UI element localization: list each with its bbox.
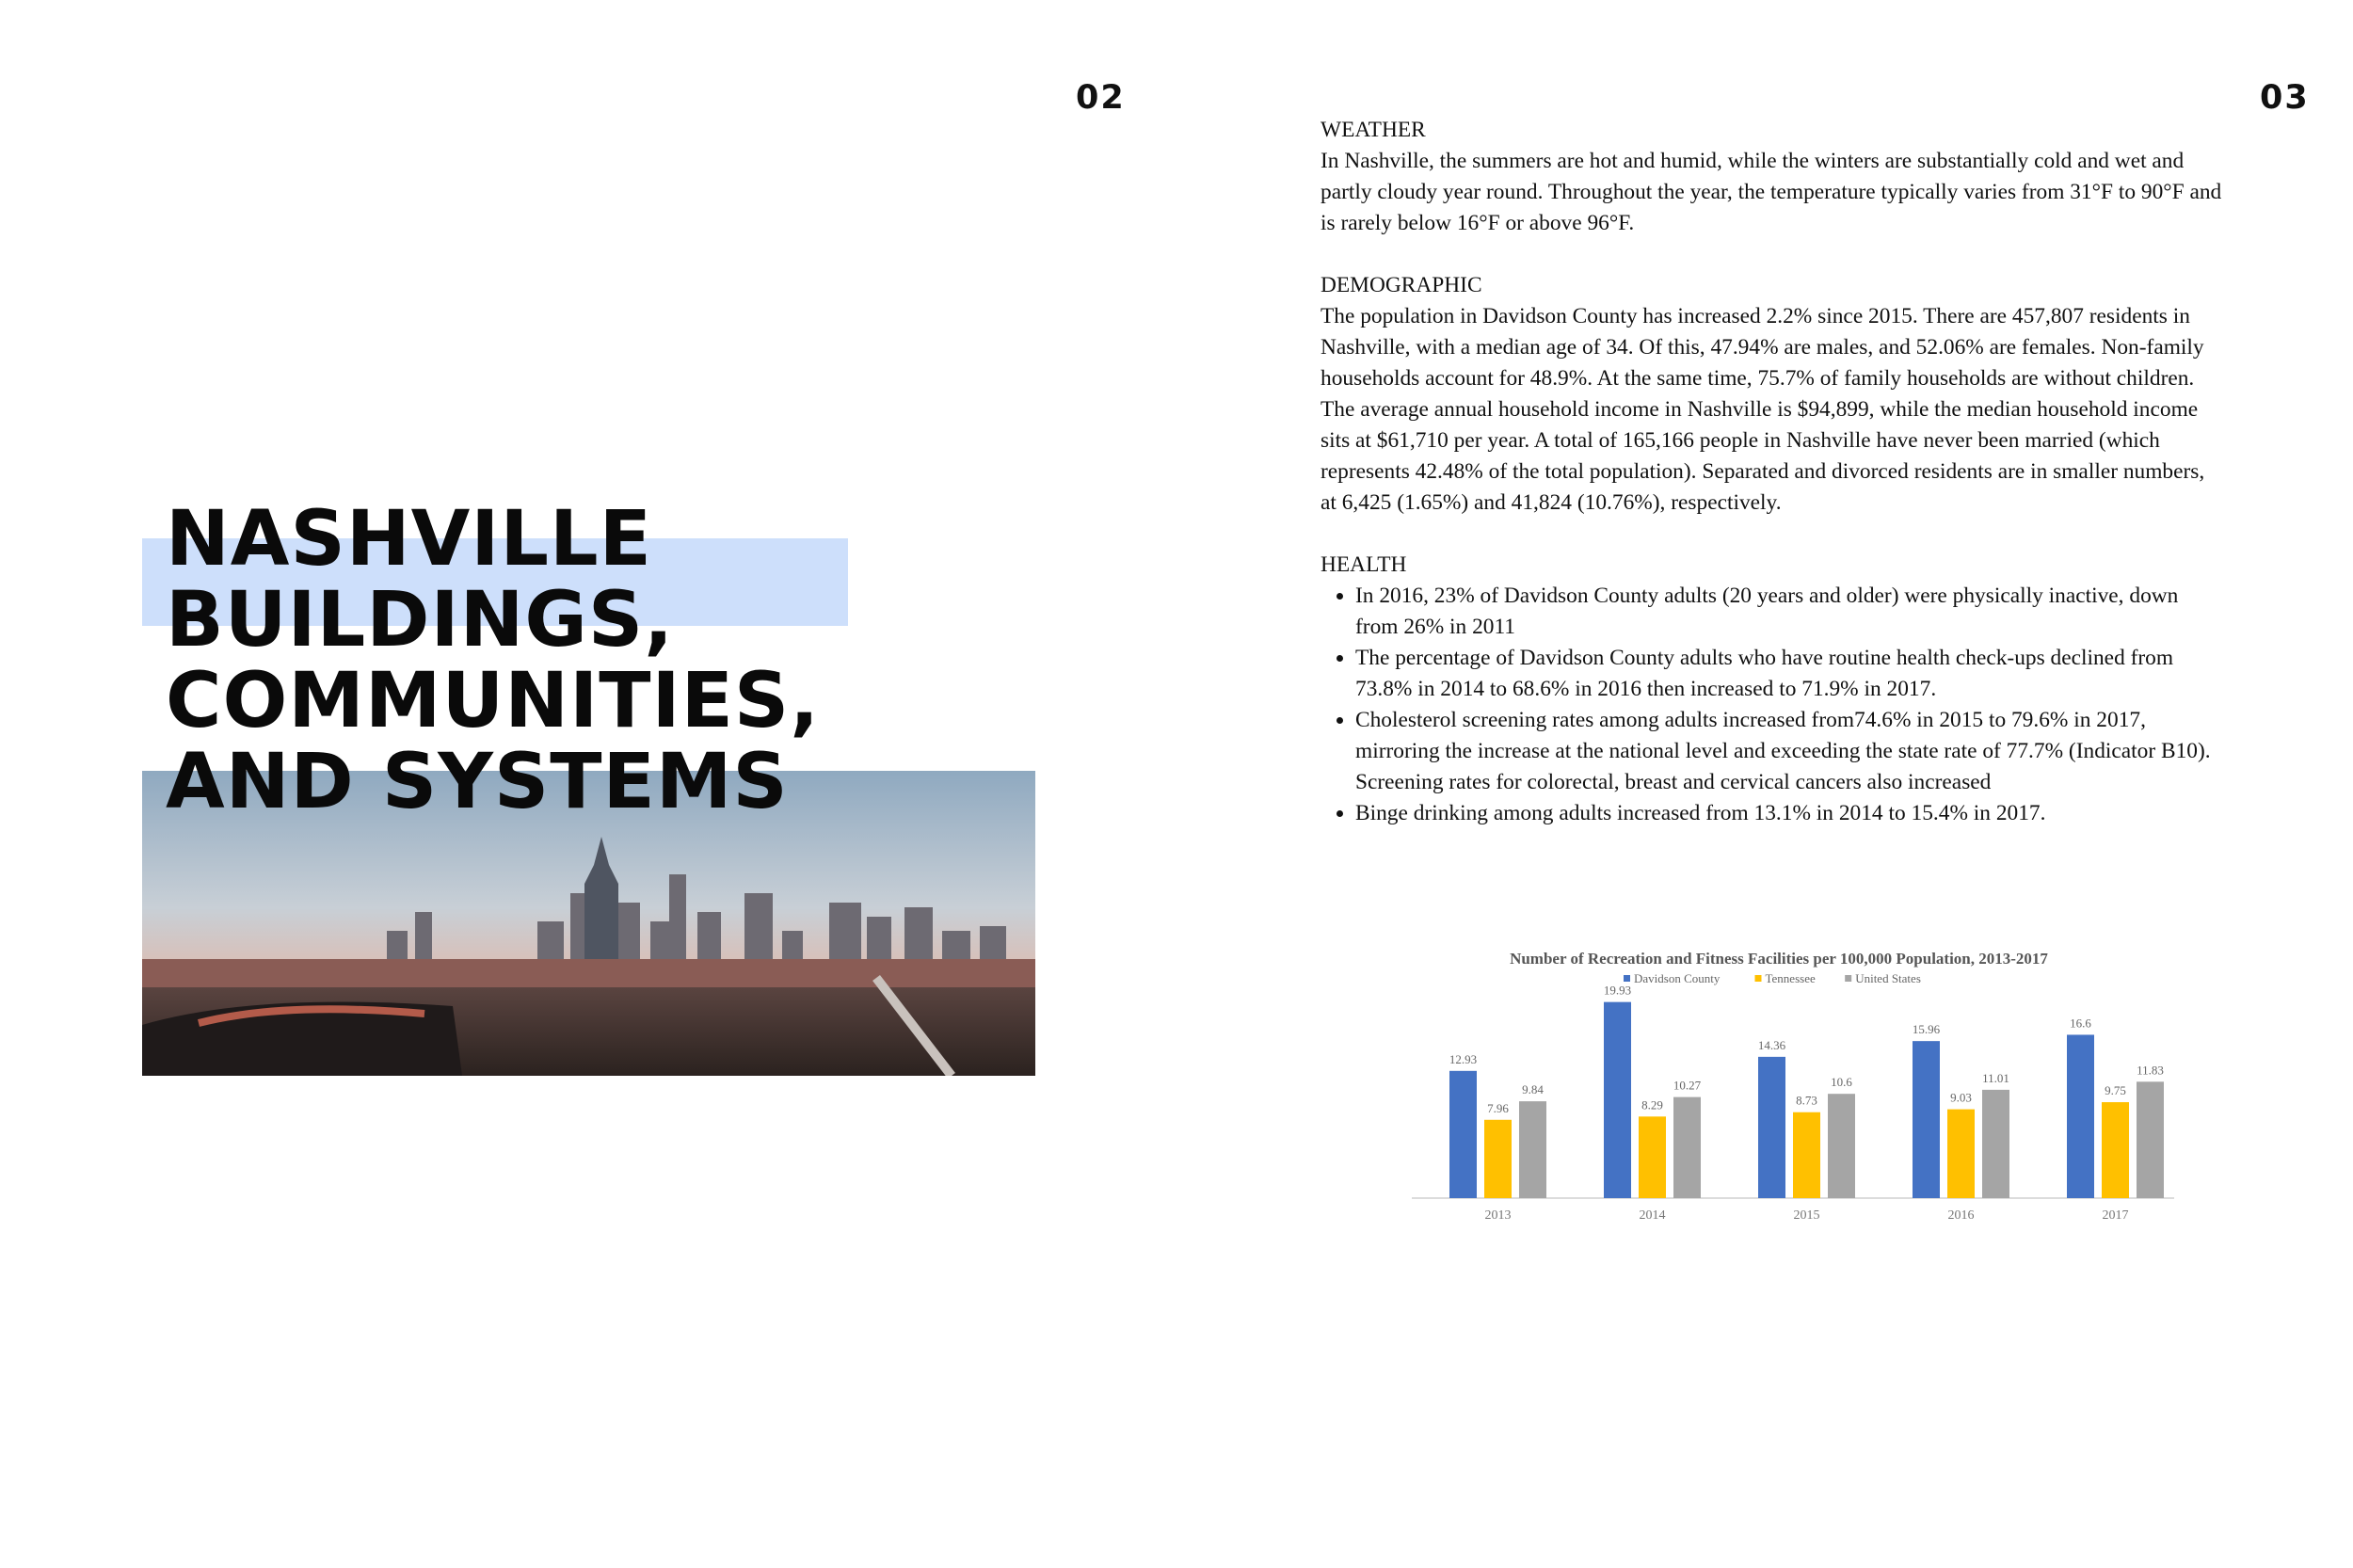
bar (1449, 1071, 1477, 1198)
weather-heading: WEATHER (1321, 118, 1426, 142)
x-tick-label: 2017 (2102, 1208, 2129, 1223)
title-line: COMMUNITIES, (166, 657, 821, 745)
bar (1484, 1120, 1512, 1198)
main-title (166, 495, 821, 826)
bar (2067, 1034, 2094, 1198)
bar (2137, 1081, 2164, 1198)
demographic-text: The population in Davidson County has increased 2.2% since 2015. There are 457,807 residents in Nashville, with a median age of 34. Of this, 47.94% are males, and 52.06% are females. Non-family households account for 48.9%. At the same time, 75.7% of family households are without children. The average annual household income in Nashville is $94,899, while the median household income sits at $61,710 per year. A total of 165,166 people in Nashville have never been married (which represents 42.48% of the total population). Separated and divorced residents are in smaller numbers, at 6,425 (1.65%) and 41,824 (10.76%), respectively. (1321, 304, 2205, 515)
bar (1758, 1057, 1785, 1198)
health-bullet: • In 2016, 23% of Davidson County adults (20 years and older) were physically inactive, down from 26% in 2011 (1355, 581, 2224, 643)
data-label: 14.36 (1757, 1037, 1786, 1052)
bar (1519, 1101, 1546, 1198)
bar (1793, 1112, 1820, 1198)
chart-svg (1384, 928, 2174, 1248)
data-label: 10.6 (1831, 1075, 1852, 1090)
data-label: 8.73 (1796, 1093, 1817, 1108)
data-label: 9.84 (1522, 1082, 1544, 1097)
legend-label: Davidson County (1634, 971, 1721, 985)
legend-label: Tennessee (1765, 971, 1816, 985)
demographic-section (1321, 270, 2224, 519)
data-label: 10.27 (1673, 1078, 1702, 1093)
page-number-right: 03 (2260, 79, 2310, 117)
x-tick-label: 2015 (1793, 1208, 1820, 1223)
legend-swatch (1845, 975, 1851, 982)
data-label: 16.6 (2070, 1016, 2091, 1031)
health-bullet: • Cholesterol screening rates among adults increased from74.6% in 2015 to 79.6% in 2017, mirroring the increase at the national level and exceeding the state rate of 77.7% (Indicator B10). Screening rates for colorectal, breast and cervical cancers also increased (1355, 705, 2224, 798)
recreation-facilities-chart (1384, 928, 2174, 1248)
legend-swatch (1755, 975, 1762, 982)
right-text-column (1321, 115, 2224, 860)
health-bullet-list (1321, 581, 2224, 829)
data-label: 7.96 (1487, 1100, 1509, 1115)
health-section (1321, 550, 2224, 829)
x-tick-label: 2013 (1484, 1208, 1512, 1223)
x-tick-label: 2014 (1639, 1208, 1666, 1223)
bar (1639, 1116, 1666, 1198)
data-label: 12.93 (1449, 1051, 1478, 1066)
title-line: BUILDINGS, (166, 576, 675, 664)
data-label: 8.29 (1641, 1097, 1663, 1112)
data-label: 19.93 (1603, 983, 1632, 998)
x-tick-label: 2016 (1947, 1208, 1975, 1223)
data-label: 11.83 (2137, 1063, 2164, 1078)
bar (1982, 1090, 2009, 1198)
bar (1673, 1097, 1701, 1198)
data-label: 15.96 (1912, 1022, 1941, 1037)
title-line: AND SYSTEMS (166, 738, 789, 826)
legend-label: United States (1855, 971, 1921, 985)
weather-section (1321, 115, 2224, 239)
data-label: 9.03 (1950, 1090, 1972, 1105)
bar (2102, 1102, 2129, 1198)
health-bullet: • Binge drinking among adults increased from 13.1% in 2014 to 15.4% in 2017. (1355, 798, 2224, 829)
health-bullet: • The percentage of Davidson County adults who have routine health check-ups declined from 73.8% in 2014 to 68.6% in 2016 then increased to 71.9% in 2017. (1355, 643, 2224, 705)
bar (1604, 1002, 1631, 1198)
health-heading: HEALTH (1321, 552, 1407, 577)
legend-swatch (1624, 975, 1630, 982)
bar (1947, 1110, 1975, 1198)
data-label: 11.01 (1982, 1070, 2009, 1085)
page-number-left: 02 (1076, 79, 1126, 117)
chart-title: Number of Recreation and Fitness Facilities per 100,000 Population, 2013-2017 (1510, 950, 2048, 968)
bar (1828, 1094, 1855, 1198)
weather-text: In Nashville, the summers are hot and humid, while the winters are substantially cold and wet and partly cloudy year round. Throughout the year, the temperature typically varies from 31°F to 90°F and is rarely below 16°F or above 96°F. (1321, 149, 2222, 235)
bar (1913, 1041, 1940, 1198)
data-label: 9.75 (2105, 1083, 2126, 1098)
demographic-heading: DEMOGRAPHIC (1321, 273, 1482, 297)
title-line: NASHVILLE (166, 495, 652, 584)
